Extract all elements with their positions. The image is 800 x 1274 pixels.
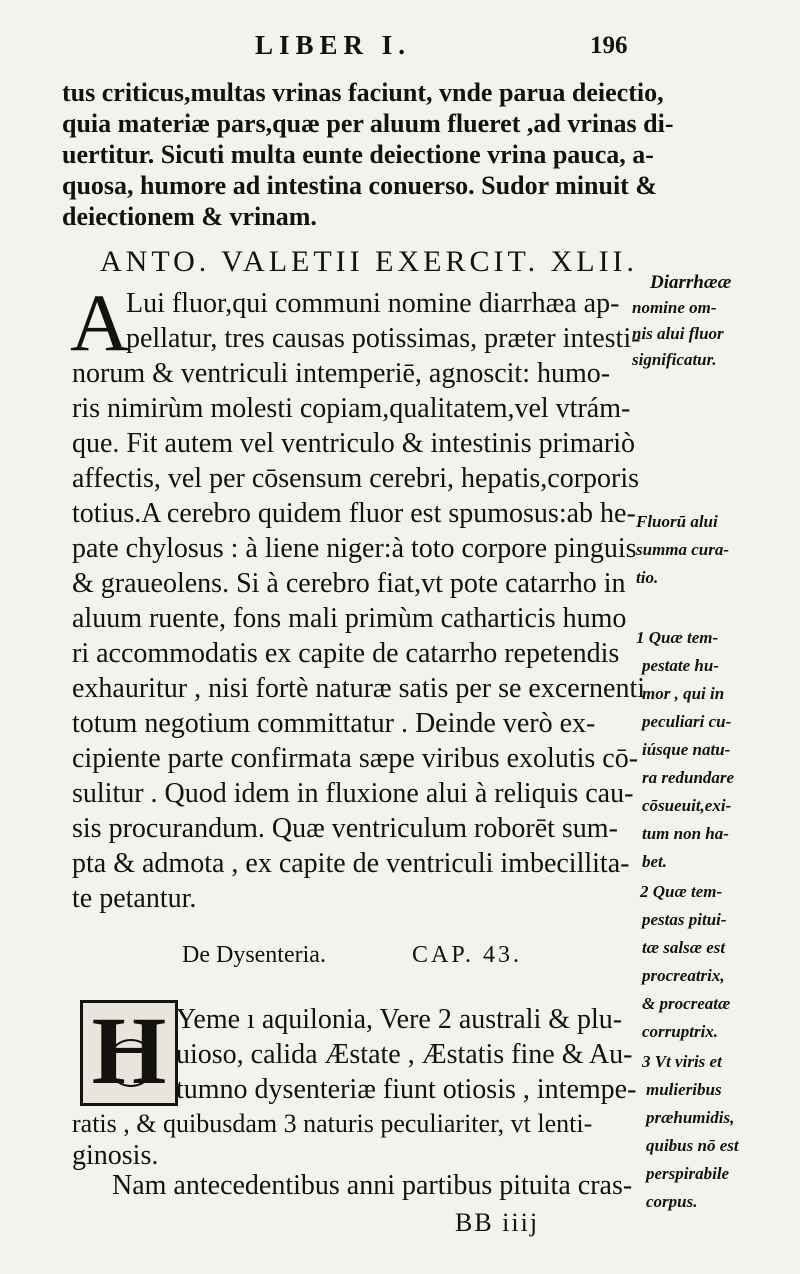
chapter-number: CAP. 43. — [412, 942, 523, 968]
text-line: norum & ventriculi intemperiē, agnoscit: humo- — [72, 358, 611, 389]
margin-note: mulieribus — [646, 1080, 722, 1099]
margin-note: summa cura- — [636, 540, 730, 559]
text-line: cipiente parte confirmata sæpe viribus exolutis cō- — [72, 743, 639, 774]
text-line: deiectionem & vrinam. — [62, 202, 317, 231]
margin-note: quibus nō est — [646, 1136, 739, 1155]
text-line: Nam antecedentibus anni partibus pituita cras- — [112, 1170, 633, 1201]
text-line: affectis, vel per cōsensum cerebri, hepatis,corporis — [72, 463, 640, 494]
ornamented-initial-h — [80, 997, 178, 1106]
text-line: uertitur. Sicuti multa eunte deiectione vrina pauca, a- — [62, 140, 654, 169]
margin-note: tæ salsæ est — [642, 938, 726, 957]
drop-initial-h: H — [91, 997, 167, 1104]
text-line: quia materiæ pars,quæ per aluum flueret ,ad vrinas di- — [62, 109, 674, 138]
text-line: te petantur. — [72, 883, 197, 914]
text-line: tumno dysenteriæ fiunt otiosis , intempe- — [176, 1074, 637, 1105]
margin-note: corpus. — [646, 1192, 698, 1211]
text-line: ratis , & quibusdam 3 naturis peculiariter, vt lenti- — [72, 1109, 593, 1138]
text-line: ri accommodatis ex capite de catarrho repetendis — [72, 638, 620, 669]
margin-note: 2 Quæ tem- — [640, 882, 723, 901]
margin-note: Fluorū alui — [636, 512, 718, 531]
text-line: & graueolens. Si à cerebro fiat,vt pote catarrho in — [72, 568, 626, 599]
text-line: Yeme ı aquilonia, Vere 2 australi & plu- — [176, 1004, 623, 1035]
text-line: sulitur . Quod idem in fluxione alui à reliquis cau- — [72, 778, 634, 809]
margin-note: pestate hu- — [642, 656, 719, 675]
margin-note: corruptrix. — [642, 1022, 719, 1041]
text-line: tus criticus,multas vrinas faciunt, vnde parua deiectio, — [62, 78, 664, 107]
text-line: sis procurandum. Quæ ventriculum roborēt sum- — [72, 813, 618, 844]
text-line: pta & admota , ex capite de ventriculi imbecillita- — [72, 848, 630, 879]
margin-note: perspirabile — [646, 1164, 730, 1183]
margin-note: iúsque natu- — [642, 740, 731, 759]
margin-note: 3 Vt viris et — [642, 1052, 722, 1071]
margin-note: procreatrix, — [642, 966, 725, 985]
text-line: pellatur, tres causas potissimas, præter intesti- — [126, 323, 641, 354]
margin-note: pestas pitui- — [642, 910, 727, 929]
text-line: uioso, calida Æstate , Æstatis fine & Au- — [176, 1039, 633, 1070]
running-head: LIBER I. — [255, 30, 412, 60]
text-line: quosa, humore ad intestina conuerso. Sudor minuit & — [62, 171, 657, 200]
margin-note: præhumidis, — [646, 1108, 735, 1127]
text-line: aluum ruente, fons mali primùm catharticis humo — [72, 603, 627, 634]
section-heading: ANTO. VALETII EXERCIT. XLII. — [100, 245, 639, 278]
margin-note: Diarrhææ — [650, 272, 732, 293]
text-line: totum negotium committatur . Deinde verò ex- — [72, 708, 596, 739]
folio-number: 196 — [590, 32, 628, 59]
margin-note: 1 Quæ tem- — [636, 628, 719, 647]
chapter-title: De Dysenteria. — [182, 942, 326, 968]
margin-note: tum non ha- — [642, 824, 729, 843]
text-line: que. Fit autem vel ventriculo & intestinis primariò — [72, 428, 636, 459]
margin-note: tio. — [636, 568, 659, 587]
margin-note: & procreatæ — [642, 994, 731, 1013]
text-line: Lui fluor,qui communi nomine diarrhæa ap- — [126, 288, 620, 319]
margin-note: significatur. — [632, 350, 717, 369]
margin-note: peculiari cu- — [642, 712, 732, 731]
margin-note: nomine om- — [632, 298, 717, 317]
text-line: totius.A cerebro quidem fluor est spumosus:ab he- — [72, 498, 636, 529]
text-line: ris nimirùm molesti copiam,qualitatem,vel vtrám- — [72, 393, 631, 424]
text-line: pate chylosus : à liene niger:à toto corpore pinguis — [72, 533, 637, 564]
margin-note: nis alui fluor — [632, 324, 724, 343]
margin-note: bet. — [642, 852, 668, 871]
margin-note: mor , qui in — [642, 684, 725, 703]
margin-note: cōsueuit,exi- — [642, 796, 732, 815]
text-line: exhauritur , nisi fortè naturæ satis per se excernenti — [72, 673, 646, 704]
margin-note: ra redundare — [642, 768, 735, 787]
drop-initial-a: A — [70, 277, 130, 368]
text-line: ginosis. — [72, 1140, 159, 1171]
signature-mark: BB iiij — [455, 1208, 540, 1237]
